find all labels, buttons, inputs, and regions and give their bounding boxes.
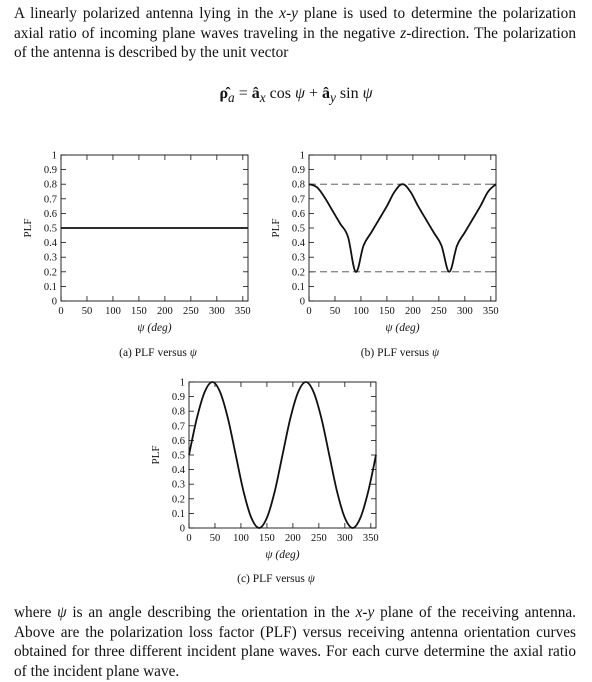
y-tick-label: 0.6 [43, 208, 57, 220]
caption-c-var: ψ [307, 573, 315, 585]
y-tick-label: 0.9 [291, 165, 305, 177]
x-axis-label: ψ (deg) [385, 322, 420, 334]
formula-sin: sin [335, 85, 363, 102]
outro-var-psi: ψ [57, 604, 67, 621]
caption-b-text: (b) PLF versus [360, 347, 433, 359]
intro-text-1: A linearly polarized antenna lying in the [14, 5, 280, 22]
y-tick-label: 0.4 [291, 238, 305, 250]
x-tick-label: 200 [285, 533, 301, 544]
y-tick-label: 0.4 [43, 238, 57, 250]
y-tick-label: 0.5 [171, 450, 185, 462]
y-tick-label: 0.6 [291, 208, 305, 220]
y-tick-label: 0.7 [43, 194, 57, 206]
x-tick-label: 0 [58, 306, 64, 317]
y-tick-label: 0 [51, 296, 57, 308]
x-tick-label: 150 [131, 306, 147, 317]
y-tick-label: 0.3 [43, 252, 57, 264]
x-tick-label: 150 [379, 306, 395, 317]
x-tick-label: 0 [306, 306, 312, 317]
series-line [189, 382, 376, 528]
y-axis-label: PLF [22, 218, 34, 238]
outro-paragraph [14, 603, 576, 681]
x-tick-label: 350 [362, 533, 379, 544]
caption-a-text: (a) PLF versus [119, 347, 190, 359]
x-tick-label: 300 [456, 306, 473, 317]
y-tick-label: 0 [299, 296, 305, 308]
outro-text-3: - [362, 604, 368, 621]
y-tick-label: 0.1 [43, 281, 57, 293]
intro-text-3: plane is used to determine the polarization axial ratio of incoming plane waves traveling in the negative [14, 5, 576, 42]
x-tick-label: 100 [105, 306, 121, 317]
y-tick-label: 0.9 [43, 165, 57, 177]
x-tick-label: 150 [259, 533, 275, 544]
y-tick-label: 0.2 [171, 494, 185, 506]
y-tick-label: 0.7 [291, 194, 305, 206]
x-tick-label: 0 [186, 533, 192, 544]
x-axis-label: ψ (deg) [137, 322, 172, 334]
outro-text-1: where [14, 604, 58, 621]
x-tick-label: 50 [209, 533, 221, 544]
y-axis-label: PLF [270, 218, 282, 238]
intro-text-4: -direction. The polarization of the antenna is described by the unit vector [14, 24, 576, 62]
formula-equals: = [234, 85, 252, 102]
y-tick-label: 0.5 [43, 223, 57, 235]
outro-var-x: x [355, 604, 363, 621]
y-tick-label: 0.6 [171, 435, 185, 447]
formula-ay-sub: y [329, 90, 336, 106]
intro-var-z: z [400, 24, 407, 42]
y-tick-label: 0.9 [171, 392, 185, 404]
x-tick-label: 350 [234, 306, 251, 317]
x-tick-label: 100 [233, 533, 249, 544]
x-tick-label: 50 [81, 306, 93, 317]
x-tick-label: 200 [157, 306, 173, 317]
formula-rho: ρ̂ [219, 85, 229, 102]
outro-var-y: y [367, 604, 375, 621]
y-tick-label: 0.1 [291, 281, 305, 293]
y-tick-label: 0.8 [43, 179, 57, 191]
formula-psi-1: ψ [295, 85, 305, 102]
x-tick-label: 350 [482, 306, 499, 317]
x-axis-label: ψ (deg) [265, 549, 300, 561]
y-tick-label: 0.1 [171, 508, 185, 520]
caption-c [176, 573, 376, 585]
x-tick-label: 200 [405, 306, 421, 317]
formula-rho-sub: a [228, 90, 235, 106]
outro-text-2: is an angle describing the orientation in the [66, 604, 356, 621]
y-tick-label: 0.8 [291, 179, 305, 191]
y-tick-label: 1 [179, 377, 185, 389]
intro-var-y: y [291, 5, 298, 22]
y-tick-label: 0.5 [291, 223, 305, 235]
caption-a-var: ψ [189, 347, 197, 359]
formula-ax: â [251, 85, 260, 102]
x-tick-label: 50 [329, 306, 341, 317]
outro-text-4: plane of the receiving antenna. Above are the polarization loss factor (PLF) versus receiving antenna orientation curves obtained for three different incident plane waves. For each curve determine the axial ratio of the incident plane wave. [14, 604, 576, 680]
x-tick-label: 300 [208, 306, 225, 317]
y-axis-label: PLF [150, 445, 162, 465]
formula-ay: â [321, 85, 330, 102]
formula-psi-2: ψ [362, 85, 373, 102]
x-tick-label: 250 [430, 306, 447, 317]
caption-b-var: ψ [432, 347, 440, 359]
y-tick-label: 0.2 [291, 267, 305, 279]
formula-ax-sub: x [259, 90, 266, 106]
y-tick-label: 0.8 [171, 406, 185, 418]
formula-cos: cos [265, 85, 295, 102]
y-tick-label: 0.7 [171, 421, 185, 433]
intro-var-x: x [279, 5, 287, 22]
y-tick-label: 0.2 [43, 267, 57, 279]
intro-text-2: - [286, 5, 292, 22]
y-tick-label: 1 [299, 150, 305, 162]
x-tick-label: 100 [353, 306, 369, 317]
y-tick-label: 0.3 [171, 479, 185, 491]
caption-c-text: (c) PLF versus [237, 573, 308, 585]
x-tick-label: 250 [310, 533, 327, 544]
caption-a [58, 347, 258, 359]
formula-plus: + [304, 85, 322, 102]
y-tick-label: 0.3 [291, 252, 305, 264]
x-tick-label: 300 [336, 533, 353, 544]
y-tick-label: 0.4 [171, 465, 185, 477]
caption-b [300, 347, 500, 359]
x-tick-label: 250 [182, 306, 199, 317]
y-tick-label: 0 [179, 523, 185, 535]
y-tick-label: 1 [51, 150, 57, 162]
